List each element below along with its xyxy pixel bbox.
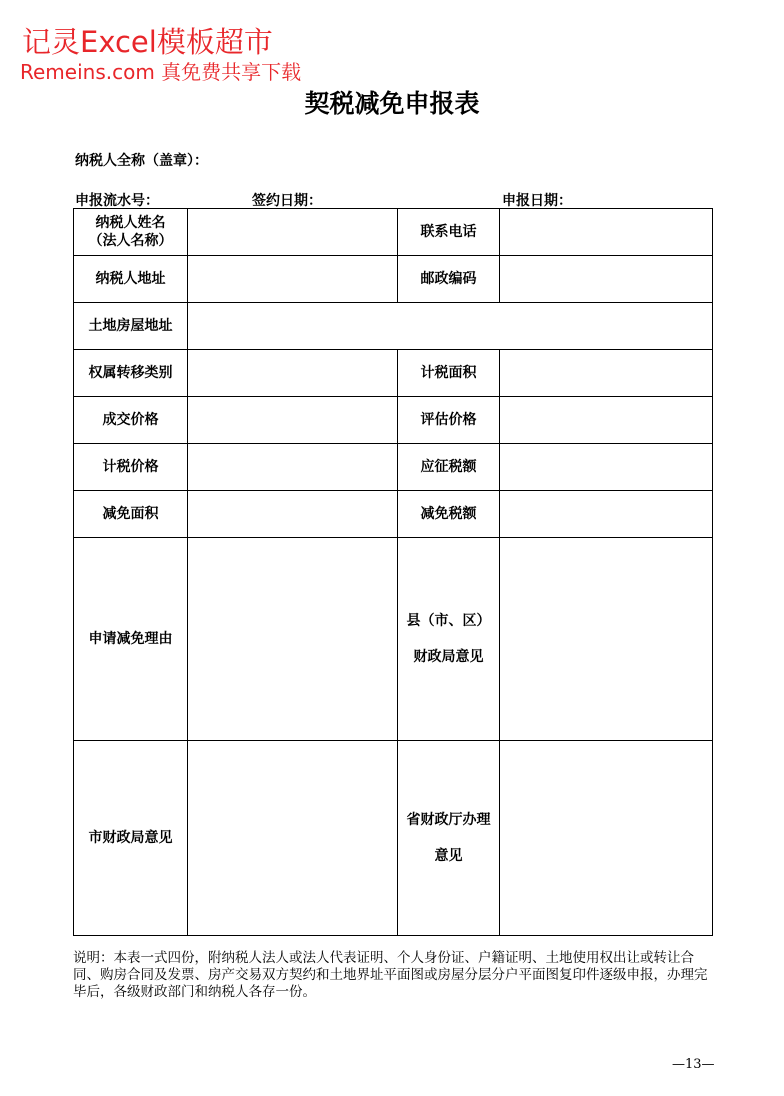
serial-no-label: 申报流水号： <box>75 193 159 209</box>
table-row <box>74 538 713 741</box>
exempt-tax-label: 减免税额 <box>398 491 500 538</box>
page-title: 契税减免申报表 <box>304 89 480 118</box>
exempt-area-field[interactable] <box>188 491 398 538</box>
county-opinion-label <box>398 538 500 741</box>
exempt-tax-field[interactable] <box>500 491 713 538</box>
taxpayer-name-label-line1: 纳税人姓名 <box>95 215 166 231</box>
taxable-price-label: 计税价格 <box>74 444 188 491</box>
tax-payable-label: 应征税额 <box>398 444 500 491</box>
taxpayer-name-field[interactable] <box>188 209 398 256</box>
watermark-title: 记灵Excel模板超市 <box>22 25 273 59</box>
province-opinion-line1: 省财政厅办理 <box>406 812 491 828</box>
transaction-price-field[interactable] <box>188 397 398 444</box>
county-opinion-field[interactable] <box>500 538 713 741</box>
land-house-address-field[interactable] <box>188 303 713 350</box>
land-house-address-label: 土地房屋地址 <box>74 303 188 350</box>
table-row <box>74 303 713 350</box>
province-opinion-line2: 意见 <box>434 848 463 864</box>
taxpayer-address-field[interactable] <box>188 256 398 303</box>
taxable-area-label: 计税面积 <box>398 350 500 397</box>
province-opinion-label <box>398 741 500 936</box>
exempt-area-label: 减免面积 <box>74 491 188 538</box>
postal-code-label: 邮政编码 <box>398 256 500 303</box>
taxpayer-name-label-line2: （法人名称） <box>88 233 173 249</box>
taxpayer-address-label: 纳税人地址 <box>74 256 188 303</box>
county-opinion-line1: 县（市、区） <box>406 613 491 629</box>
transfer-type-field[interactable] <box>188 350 398 397</box>
contact-phone-label: 联系电话 <box>398 209 500 256</box>
city-opinion-label: 市财政局意见 <box>74 741 188 936</box>
exemption-reason-field[interactable] <box>188 538 398 741</box>
table-row <box>74 209 713 256</box>
table-row <box>74 350 713 397</box>
page-number: —13— <box>672 1057 715 1072</box>
declare-date-label: 申报日期： <box>502 193 572 209</box>
taxable-price-field[interactable] <box>188 444 398 491</box>
table-row <box>74 397 713 444</box>
postal-code-field[interactable] <box>500 256 713 303</box>
transaction-price-label: 成交价格 <box>74 397 188 444</box>
footnote: 说明：本表一式四份，附纳税人法人或法人代表证明、个人身份证、户籍证明、土地使用权出让或转让合同、购房合同及发票、房产交易双方契约和土地界址平面图或房屋分层分户平面图复印件逐级申报，办理完毕后，各级财政部门和纳税人各存一份。 <box>73 950 708 1000</box>
province-opinion-field[interactable] <box>500 741 713 936</box>
tax-payable-field[interactable] <box>500 444 713 491</box>
contract-date-label: 签约日期： <box>252 193 322 209</box>
taxpayer-name-label <box>74 209 188 256</box>
exemption-reason-label: 申请减免理由 <box>74 538 188 741</box>
city-opinion-field[interactable] <box>188 741 398 936</box>
table-row <box>74 444 713 491</box>
county-opinion-line2: 财政局意见 <box>413 649 484 665</box>
declaration-form-table <box>73 208 713 936</box>
table-row <box>74 741 713 936</box>
contact-phone-field[interactable] <box>500 209 713 256</box>
watermark-subtitle: Remeins.com 真免费共享下载 <box>20 60 302 84</box>
table-row <box>74 256 713 303</box>
transfer-type-label: 权属转移类别 <box>74 350 188 397</box>
table-row <box>74 491 713 538</box>
taxable-area-field[interactable] <box>500 350 713 397</box>
taxpayer-full-name-label: 纳税人全称（盖章）： <box>75 153 208 169</box>
assessed-price-field[interactable] <box>500 397 713 444</box>
assessed-price-label: 评估价格 <box>398 397 500 444</box>
